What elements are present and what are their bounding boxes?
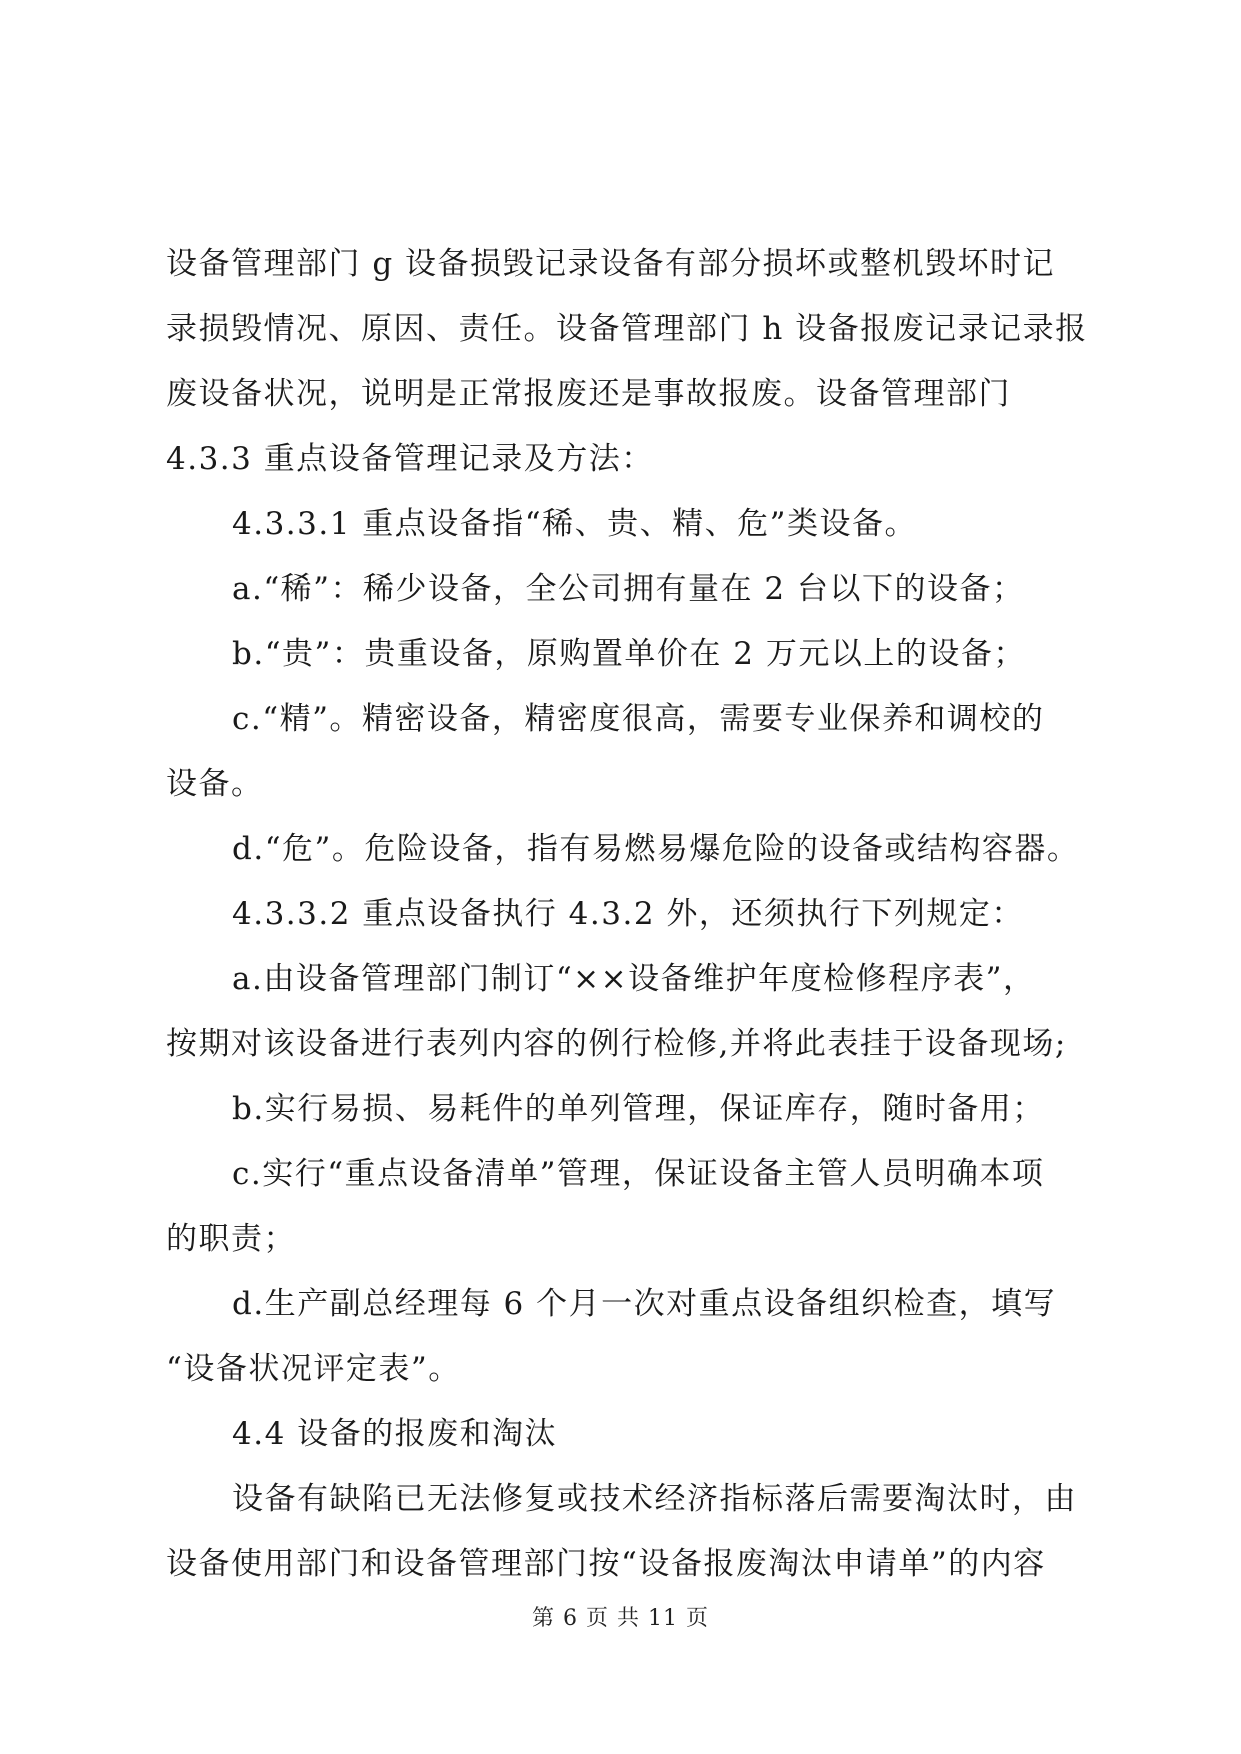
text-line: 按期对该设备进行表列内容的例行检修,并将此表挂于设备现场; <box>166 1026 1067 1062</box>
text-line: 设备使用部门和设备管理部门按“设备报废淘汰申请单”的内容 <box>166 1546 1046 1582</box>
list-item: d.生产副总经理每 6 个月一次对重点设备组织检查，填写 <box>232 1286 1057 1322</box>
text-line: 4.3.3.1 重点设备指“稀、贵、精、危”类设备。 <box>232 506 918 542</box>
text-line: 设备。 <box>166 766 264 802</box>
list-item: a.“稀”：稀少设备，全公司拥有量在 2 台以下的设备； <box>232 571 1025 607</box>
text-line: 设备管理部门 g 设备损毁记录设备有部分损坏或整机毁坏时记 <box>166 246 1056 282</box>
text-line: 4.3.3.2 重点设备执行 4.3.2 外，还须执行下列规定： <box>232 896 1024 932</box>
section-heading: 4.3.3 重点设备管理记录及方法： <box>166 441 654 477</box>
page-number: 第 6 页 共 11 页 <box>532 1606 709 1631</box>
list-item: d.“危”。危险设备，指有易燃易爆危险的设备或结构容器。 <box>232 831 1080 867</box>
text-line: 设备有缺陷已无法修复或技术经济指标落后需要淘汰时，由 <box>232 1481 1077 1517</box>
list-item: b.实行易损、易耗件的单列管理，保证库存，随时备用； <box>232 1091 1045 1127</box>
list-item: c.“精”。精密设备，精密度很高，需要专业保养和调校的 <box>232 701 1045 737</box>
text-line: 的职责； <box>166 1221 296 1257</box>
list-item: b.“贵”：贵重设备，原购置单价在 2 万元以上的设备； <box>232 636 1026 672</box>
section-heading: 4.4 设备的报废和淘汰 <box>232 1416 558 1452</box>
list-item: a.由设备管理部门制订“××设备维护年度检修程序表”， <box>232 961 1036 997</box>
body-text <box>166 232 1088 1597</box>
text-line: 录损毁情况、原因、责任。设备管理部门 h 设备报废记录记录报 <box>166 311 1088 347</box>
list-item: c.实行“重点设备清单”管理，保证设备主管人员明确本项 <box>232 1156 1045 1192</box>
text-line: 废设备状况，说明是正常报废还是事故报废。设备管理部门 <box>166 376 1011 412</box>
text-line: “设备状况评定表”。 <box>166 1351 461 1387</box>
